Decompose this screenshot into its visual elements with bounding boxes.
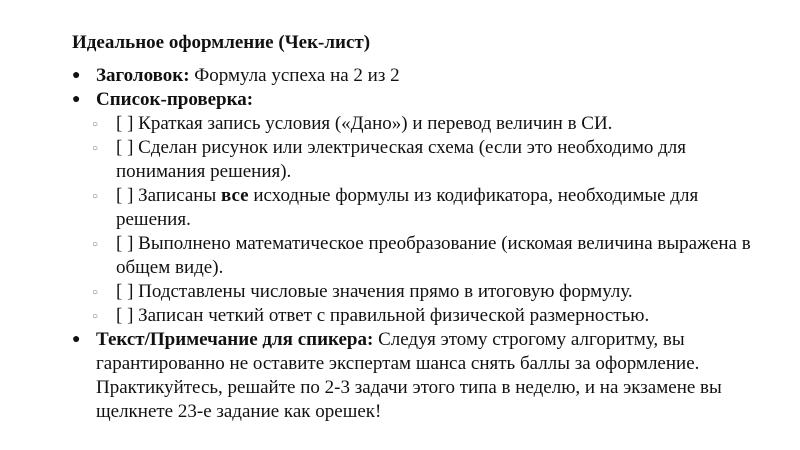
checklist-text: Подставлены числовые значения прямо в итоговую формулу. <box>133 281 633 302</box>
main-list <box>72 64 752 424</box>
checkbox[interactable]: [ ] <box>116 305 134 326</box>
page-title: Идеальное оформление (Чек-лист) <box>72 32 371 53</box>
emphasis-text: все <box>220 185 249 206</box>
list-item-speaker-note <box>72 328 752 424</box>
checkbox[interactable]: [ ] <box>116 233 134 254</box>
checkbox[interactable]: [ ] <box>116 185 134 206</box>
checkbox[interactable]: [ ] <box>116 113 134 134</box>
checkbox[interactable]: [ ] <box>116 281 134 302</box>
circle-bullet-icon: ○ <box>92 119 99 130</box>
checklist-item <box>92 232 752 280</box>
slide-content <box>72 30 752 424</box>
checklist-text: Записаны <box>133 185 221 206</box>
circle-bullet-icon: ○ <box>92 143 99 154</box>
circle-bullet-icon: ○ <box>92 311 99 322</box>
item-text: Следуя этому строгому алгоритму, вы гарантированно не оставите экспертам шанса снять баллы за оформление. Практикуйтесь, решайте по 2-3 задачи этого типа в неделю, и на экзамене вы щелкнете 23-е задание как орешек! <box>96 329 722 422</box>
bullet-icon: ● <box>72 68 81 83</box>
item-label: Текст/Примечание для спикера: <box>96 329 374 350</box>
checklist-item <box>92 304 752 328</box>
circle-bullet-icon: ○ <box>92 191 99 202</box>
bullet-icon: ● <box>72 332 81 347</box>
checklist-text: Сделан рисунок или электрическая схема (если это необходимо для понимания решения). <box>116 137 687 182</box>
checklist <box>72 112 752 328</box>
item-label: Список-проверка: <box>96 89 254 110</box>
checklist-text: Краткая запись условия («Дано») и перевод величин в СИ. <box>133 113 613 134</box>
list-item-heading <box>72 64 752 88</box>
checkbox[interactable]: [ ] <box>116 137 134 158</box>
circle-bullet-icon: ○ <box>92 239 99 250</box>
item-text: Формула успеха на 2 из 2 <box>189 65 400 86</box>
circle-bullet-icon: ○ <box>92 287 99 298</box>
item-label: Заголовок: <box>96 65 190 86</box>
checklist-text: Выполнено математическое преобразование (искомая величина выражена в общем виде). <box>116 233 751 278</box>
checklist-item <box>92 280 752 304</box>
checklist-item <box>92 184 752 232</box>
checklist-item <box>92 112 752 136</box>
checklist-text: исходные формулы из кодификатора, необходимые для решения. <box>116 185 699 230</box>
checklist-text: Записан четкий ответ с правильной физической размерностью. <box>133 305 650 326</box>
bullet-icon: ● <box>72 92 81 107</box>
checklist-item <box>92 136 752 184</box>
list-item-checklist <box>72 88 752 328</box>
